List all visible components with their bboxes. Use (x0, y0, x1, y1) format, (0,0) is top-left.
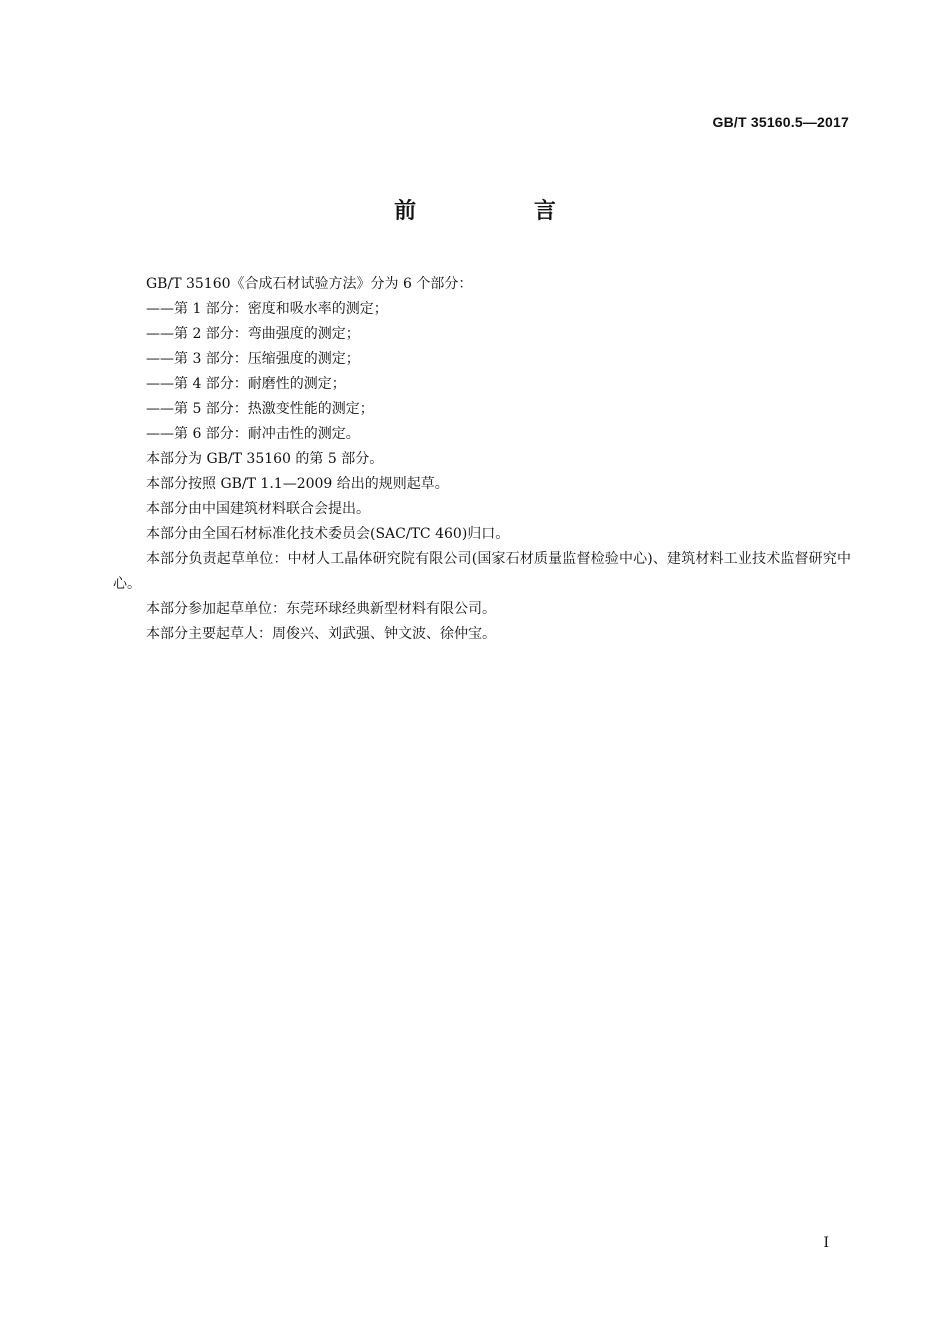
list-item-part-3: ——第 3 部分：压缩强度的测定； (146, 351, 360, 367)
page-title: 前 言 (394, 199, 611, 224)
standard-code: GB/T 35160.5—2017 (712, 114, 849, 130)
list-item-part-4: ——第 4 部分：耐磨性的测定； (146, 376, 346, 392)
list-item-part-5: ——第 5 部分：热激变性能的测定； (146, 401, 374, 417)
paragraph-parts-intro: GB/T 35160《合成石材试验方法》分为 6 个部分： (146, 276, 473, 292)
paragraph-proposed-by: 本部分由中国建筑材料联合会提出。 (146, 501, 370, 517)
page-number: I (823, 1235, 829, 1251)
paragraph-participating-drafters: 本部分参加起草单位：东莞环球经典新型材料有限公司。 (146, 601, 496, 617)
paragraph-responsible-drafters: 本部分负责起草单位：中材人工晶体研究院有限公司(国家石材质量监督检验中心)、建筑材料工业技术监督研究中心。 (113, 551, 851, 592)
paragraph-drafting-rules: 本部分按照 GB/T 1.1—2009 给出的规则起草。 (146, 476, 449, 492)
paragraph-main-drafters: 本部分主要起草人：周俊兴、刘武强、钟文波、徐仲宝。 (146, 626, 496, 642)
foreword-body (113, 272, 851, 647)
list-item-part-1: ——第 1 部分：密度和吸水率的测定； (146, 301, 388, 317)
list-item-part-6: ——第 6 部分：耐冲击性的测定。 (146, 426, 360, 442)
paragraph-this-part: 本部分为 GB/T 35160 的第 5 部分。 (146, 451, 384, 467)
list-item-part-2: ——第 2 部分：弯曲强度的测定； (146, 326, 360, 342)
paragraph-under-jurisdiction: 本部分由全国石材标准化技术委员会(SAC/TC 460)归口。 (146, 526, 510, 542)
